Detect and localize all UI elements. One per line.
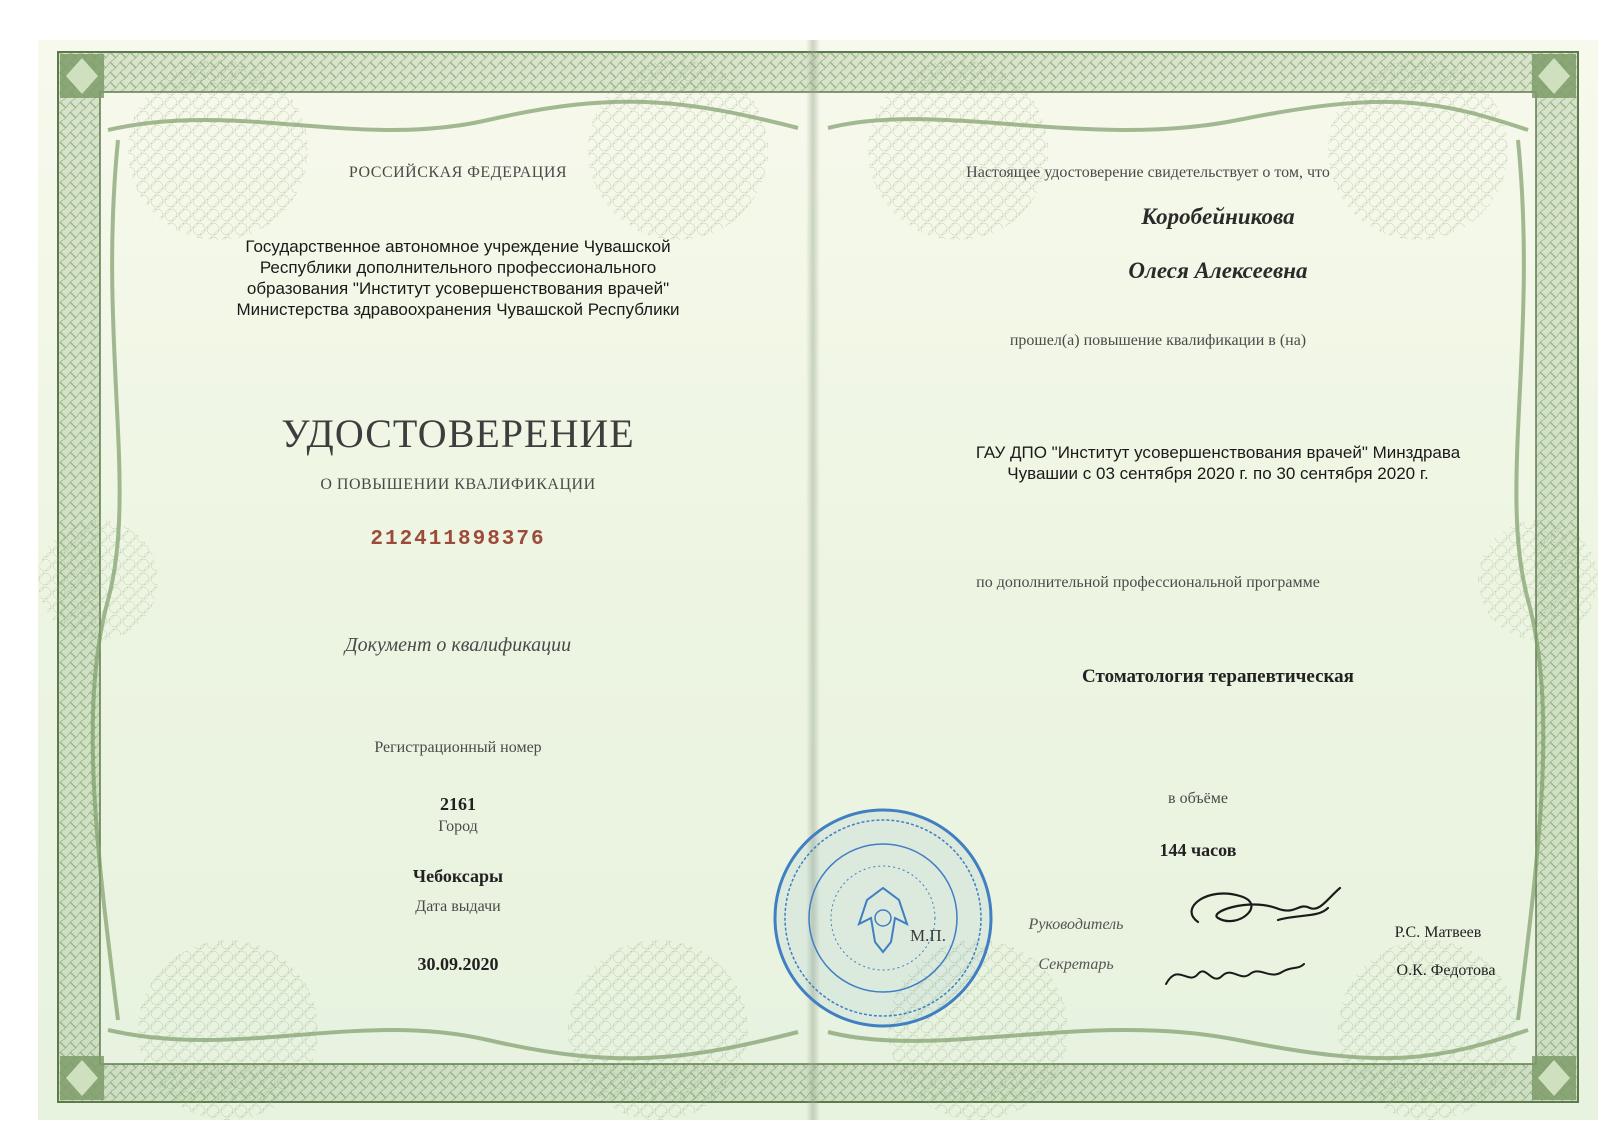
institution-line: образования "Институт усовершенствования врачей" bbox=[246, 279, 670, 298]
head-label: Руководитель bbox=[1028, 916, 1124, 933]
document-type: Документ о квалификации bbox=[344, 634, 572, 656]
issue-date: 30.09.2020 bbox=[417, 954, 499, 974]
head-signature-icon bbox=[1178, 878, 1348, 948]
country-title: РОССИЙСКАЯ ФЕДЕРАЦИЯ bbox=[348, 164, 568, 181]
institution-line: Государственное автономное учреждение Чувашской bbox=[245, 237, 671, 256]
secretary-signature-icon bbox=[1158, 952, 1308, 996]
holder-surname: Коробейникова bbox=[1141, 204, 1295, 229]
secretary-label: Секретарь bbox=[1038, 956, 1114, 973]
head-name: Р.С. Матвеев bbox=[1394, 924, 1482, 941]
institution-line: Республики дополнительного профессионального bbox=[259, 258, 657, 277]
program-label: по дополнительной профессиональной программе bbox=[976, 574, 1320, 591]
intro-text: Настоящее удостоверение свидетельствует о том, что bbox=[966, 164, 1330, 181]
organization-line: ГАУ ДПО "Институт усовершенствования врачей" Минздрава bbox=[975, 443, 1461, 462]
volume-hours: 144 часов bbox=[1159, 840, 1237, 860]
issue-date-label: Дата выдачи bbox=[415, 898, 501, 915]
volume-label: в объёме bbox=[1168, 790, 1228, 807]
certificate-spread bbox=[38, 40, 1598, 1120]
city-label: Город bbox=[438, 818, 478, 835]
institution-name bbox=[188, 236, 728, 320]
city-value: Чебоксары bbox=[412, 866, 504, 886]
institution-line: Министерства здравоохранения Чувашской Республики bbox=[236, 300, 680, 319]
passed-text: прошел(а) повышение квалификации в (на) bbox=[1009, 332, 1307, 349]
secretary-name: О.К. Федотова bbox=[1396, 962, 1496, 979]
training-organization bbox=[918, 442, 1518, 484]
organization-line: Чувашии с 03 сентября 2020 г. по 30 сентября 2020 г. bbox=[1007, 464, 1429, 483]
seal-place-label: М.П. bbox=[910, 926, 946, 945]
program-name: Стоматология терапевтическая bbox=[1082, 666, 1354, 687]
registration-number: 2161 bbox=[440, 794, 476, 814]
holder-given-names: Олеся Алексеевна bbox=[1128, 258, 1308, 283]
serial-number: 212411898376 bbox=[370, 528, 546, 551]
registration-label: Регистрационный номер bbox=[374, 739, 542, 756]
document-subtitle: О ПОВЫШЕНИИ КВАЛИФИКАЦИИ bbox=[320, 476, 596, 493]
seal-stamp-icon bbox=[771, 806, 995, 1030]
document-title: УДОСТОВЕРЕНИЕ bbox=[281, 411, 635, 456]
